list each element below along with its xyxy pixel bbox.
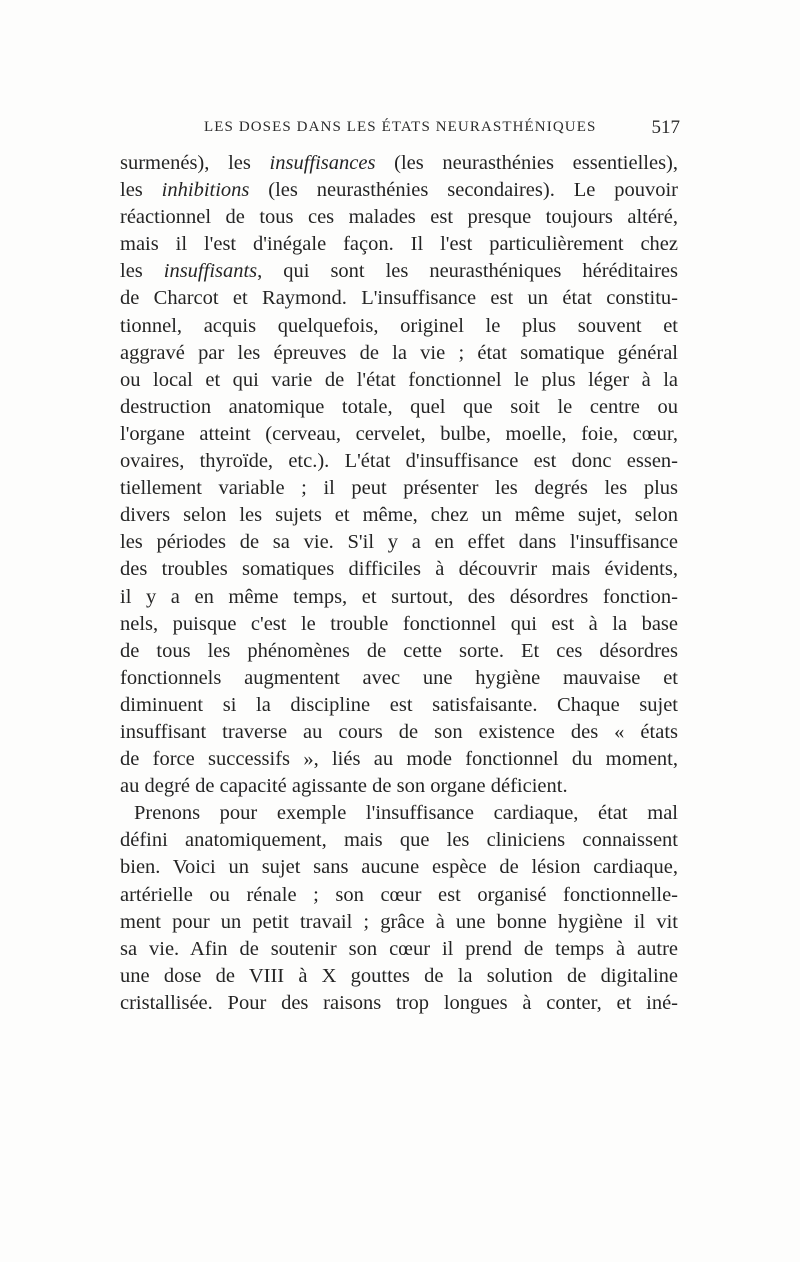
text-line: tiellement variable ; il peut présenter les degrés les plus <box>120 477 678 500</box>
text-line: insuffisant traverse au cours de son existence des « états <box>120 720 678 743</box>
text-line: destruction anatomique totale, quel que soit le centre ou <box>120 395 678 418</box>
text-line: mais il l'est d'inégale façon. Il l'est particulièrement chez <box>120 233 678 256</box>
text-line: une dose de VIII à X gouttes de la solution de digitaline <box>120 964 678 987</box>
text-line: défini anatomiquement, mais que les cliniciens connaissent <box>120 829 678 852</box>
text-line: sa vie. Afin de soutenir son cœur il prend de temps à autre <box>120 937 678 960</box>
text-line: diminuent si la discipline est satisfaisante. Chaque sujet <box>120 693 678 716</box>
text-line: l'organe atteint (cerveau, cervelet, bulbe, moelle, foie, cœur, <box>120 422 678 445</box>
text-line: ou local et qui varie de l'état fonctionnel le plus léger à la <box>120 368 678 391</box>
text-line: de Charcot et Raymond. L'insuffisance est un état constitu- <box>120 287 678 310</box>
text-line: artérielle ou rénale ; son cœur est organisé fonctionnelle- <box>120 883 678 906</box>
page-header <box>120 117 680 143</box>
text-line: surmenés), les insuffisances (les neurasthénies essentielles), <box>120 152 678 174</box>
text-line: de tous les phénomènes de cette sorte. Et ces désordres <box>120 639 678 662</box>
text-line: de force successifs », liés au mode fonctionnel du moment, <box>120 748 678 771</box>
text-line: aggravé par les épreuves de la vie ; état somatique général <box>120 341 678 364</box>
text-line: ment pour un petit travail ; grâce à une bonne hygiène il vit <box>120 910 678 933</box>
text-line: ovaires, thyroïde, etc.). L'état d'insuffisance est donc essen- <box>120 450 678 473</box>
text-line: cristallisée. Pour des raisons trop longues à conter, et iné- <box>120 991 678 1014</box>
text-line: bien. Voici un sujet sans aucune espèce de lésion cardiaque, <box>120 856 678 879</box>
text-line: réactionnel de tous ces malades est presque toujours altéré, <box>120 206 678 229</box>
text-line: divers selon les sujets et même, chez un même sujet, selon <box>120 504 678 527</box>
text-line: les périodes de sa vie. S'il y a en effet dans l'insuffisance <box>120 531 678 554</box>
text-line: les inhibitions (les neurasthénies secondaires). Le pouvoir <box>120 179 678 202</box>
text-line: les insuffisants, qui sont les neurasthéniques héréditaires <box>120 260 678 283</box>
text-line: nels, puisque c'est le trouble fonctionnel qui est à la base <box>120 612 678 635</box>
text-line: tionnel, acquis quelquefois, originel le plus souvent et <box>120 314 678 337</box>
text-line: au degré de capacité agissante de son organe déficient. <box>120 775 568 798</box>
text-line: fonctionnels augmentent avec une hygiène mauvaise et <box>120 666 678 689</box>
running-head: LES DOSES DANS LES ÉTATS NEURASTHÉNIQUES <box>204 119 597 135</box>
body-text <box>120 150 678 1017</box>
text-line: des troubles somatiques difficiles à découvrir mais évidents, <box>120 558 678 581</box>
text-line: il y a en même temps, et surtout, des désordres fonction- <box>120 585 678 608</box>
text-line: Prenons pour exemple l'insuffisance cardiaque, état mal <box>134 802 678 825</box>
page-number: 517 <box>651 117 680 138</box>
